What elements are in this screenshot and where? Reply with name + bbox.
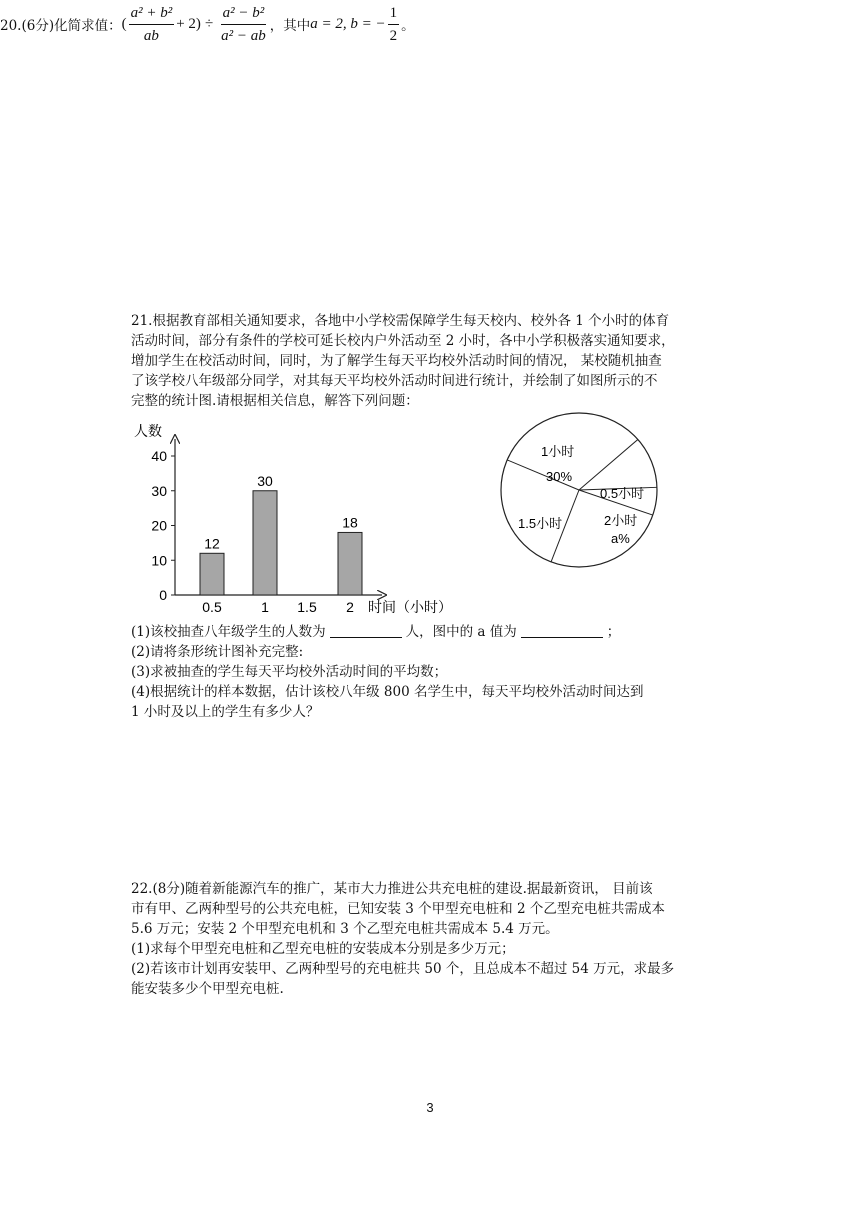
pie-value-2h: a%	[611, 531, 630, 546]
q20-end: 。	[401, 18, 415, 34]
q20-plus-two: + 2)	[176, 15, 201, 32]
q22-line: 市有甲、乙两种型号的公共充电桩，已知安装 3 个甲型充电桩和 2 个乙型充电桩共需成本	[131, 901, 665, 917]
q21-sub1-text-c: ；	[606, 624, 621, 640]
q20-divide-sign: ÷	[204, 15, 214, 32]
x-axis-label: 时间（小时）	[368, 599, 452, 615]
y-tick-label: 30	[151, 482, 167, 499]
y-ticks	[151, 448, 175, 603]
q20-fraction-1	[129, 4, 175, 45]
q20-prefix: 20.(6分)化简求值：	[0, 18, 122, 34]
question-22-text	[131, 879, 731, 999]
pie-label-1h: 1小时	[541, 444, 575, 459]
q22-line: (2)若该市计划再安装甲、乙两种型号的充电桩共 50 个，且总成本不超过 54 万元，求最多	[131, 961, 675, 977]
q21-sub1	[131, 622, 731, 642]
x-tick-label: 2	[346, 599, 354, 615]
q21-line: 完整的统计图.请根据相关信息，解答下列问题：	[131, 393, 419, 409]
q21-line: 活动时间，部分有条件的学校可延长校内户外活动至 2 小时，各中小学积极落实通知要求，	[131, 333, 675, 349]
q20-half-numerator: 1	[388, 4, 400, 25]
y-axis-label: 人数	[134, 423, 162, 439]
answer-blank-count[interactable]	[330, 623, 402, 638]
question-21-subquestions	[131, 622, 731, 722]
q20-frac1-numerator: a² + b²	[129, 4, 175, 25]
bar	[200, 553, 224, 595]
bar-data-label: 18	[342, 514, 358, 531]
q21-sub1-text-b: 人，图中的 a 值为	[405, 624, 517, 640]
q20-frac2-denominator: a² − ab	[221, 27, 266, 44]
q22-line: (1)求每个甲型充电桩和乙型充电桩的安装成本分别是多少万元；	[131, 941, 515, 957]
bar	[338, 532, 362, 595]
y-tick-label: 20	[151, 517, 167, 534]
answer-blank-a[interactable]	[521, 623, 603, 638]
question-20	[0, 0, 860, 48]
q21-sub4-line1: (4)根据统计的样本数据，估计该校八年级 800 名学生中，每天平均校外活动时间达到	[131, 684, 644, 700]
q21-line: 21.根据教育部相关通知要求，各地中小学校需保障学生每天校内、校外各 1 个小时的体育	[131, 313, 670, 329]
q22-line: 22.(8分)随着新能源汽车的推广，某市大力推进公共充电桩的建设.据最新资讯， 目前该	[131, 881, 653, 897]
y-tick-label: 40	[151, 448, 167, 464]
q20-condition: a = 2, b = −	[310, 15, 386, 32]
q22-line: 能安装多少个甲型充电桩.	[131, 981, 284, 997]
pie-chart	[496, 408, 671, 573]
q21-sub2: (2)请将条形统计图补充完整:	[131, 644, 304, 660]
q21-sub1-text-a: (1)该校抽查八年级学生的人数为	[131, 624, 326, 640]
y-tick-label: 10	[151, 552, 167, 569]
q20-frac1-denominator: ab	[143, 27, 159, 44]
bars	[200, 473, 362, 615]
bar	[253, 491, 277, 595]
q21-line: 了该学校八年级部分同学，对其每天平均校外活动时间进行统计，并绘制了如图所示的不	[131, 373, 658, 389]
bar-chart	[120, 415, 465, 615]
q20-fraction-2	[219, 4, 268, 45]
q21-sub4-line2: 1 小时及以上的学生有多少人？	[131, 704, 320, 720]
pie-label-2h: 2小时	[604, 513, 638, 528]
question-21-text	[131, 311, 731, 411]
q22-line: 5.6 万元；安装 2 个甲型充电机和 3 个乙型充电桩共需成本 5.4 万元。	[131, 921, 559, 937]
x-tick-label: 1	[261, 599, 269, 615]
q21-sub3: (3)求被抽查的学生每天平均校外活动时间的平均数；	[131, 664, 448, 680]
q20-frac2-numerator: a² − b²	[221, 4, 267, 25]
x-tick-label: 0.5	[202, 599, 222, 615]
pie-value-1h: 30%	[546, 469, 573, 484]
bar-data-label: 12	[204, 535, 220, 552]
q20-half-fraction	[388, 4, 400, 45]
pie-label-0.5h: 0.5小时	[600, 486, 645, 501]
y-tick-label: 0	[159, 587, 167, 603]
q21-line: 增加学生在校活动时间，同时，为了解学生每天平均校外活动时间的情况， 某校随机抽查	[131, 353, 662, 369]
page-number: 3	[426, 1100, 434, 1115]
q20-open-paren: (	[121, 15, 127, 32]
q20-comma: ，其中	[269, 18, 311, 34]
bar-data-label: 30	[257, 472, 273, 489]
q20-half-denominator: 2	[389, 27, 398, 44]
x-tick-label: 1.5	[297, 599, 317, 615]
pie-label-1.5h: 1.5小时	[518, 516, 563, 531]
